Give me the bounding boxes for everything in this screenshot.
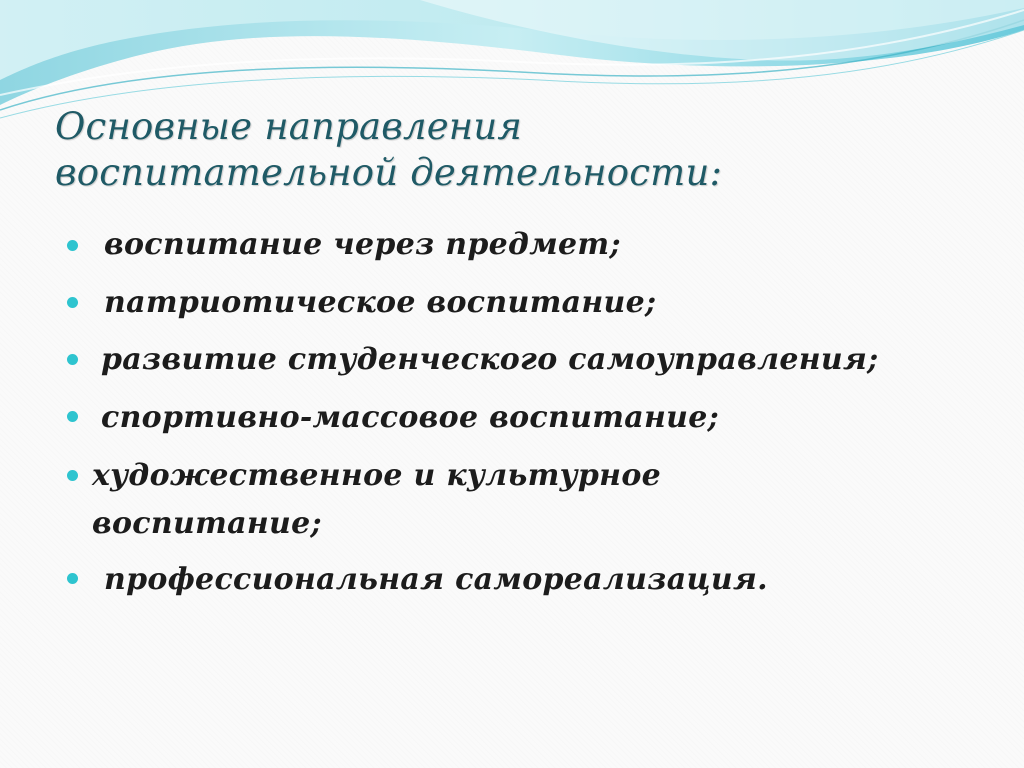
slide-title-line-1: Основные направления: [55, 105, 523, 148]
slide-title: [55, 104, 722, 196]
list-item-text: спортивно-массовое воспитание;: [101, 400, 720, 435]
bullet-dot-icon: [67, 573, 78, 584]
list-item-text-line-2: воспитание;: [92, 506, 322, 541]
list-item-text: профессиональная самореализация.: [104, 562, 768, 597]
bullet-dot-icon: [67, 411, 78, 422]
bullet-dot-icon: [67, 470, 78, 481]
list-item-text: воспитание через предмет;: [104, 227, 621, 262]
list-item-text-line-1: художественное и культурное: [92, 458, 662, 493]
list-item-text: патриотическое воспитание;: [104, 285, 657, 320]
bullet-dot-icon: [67, 240, 78, 251]
list-item-text: развитие студенческого самоуправления;: [101, 342, 879, 377]
bullet-dot-icon: [67, 354, 78, 365]
bullet-dot-icon: [67, 297, 78, 308]
slide-title-line-2: воспитательной деятельности:: [55, 151, 723, 194]
